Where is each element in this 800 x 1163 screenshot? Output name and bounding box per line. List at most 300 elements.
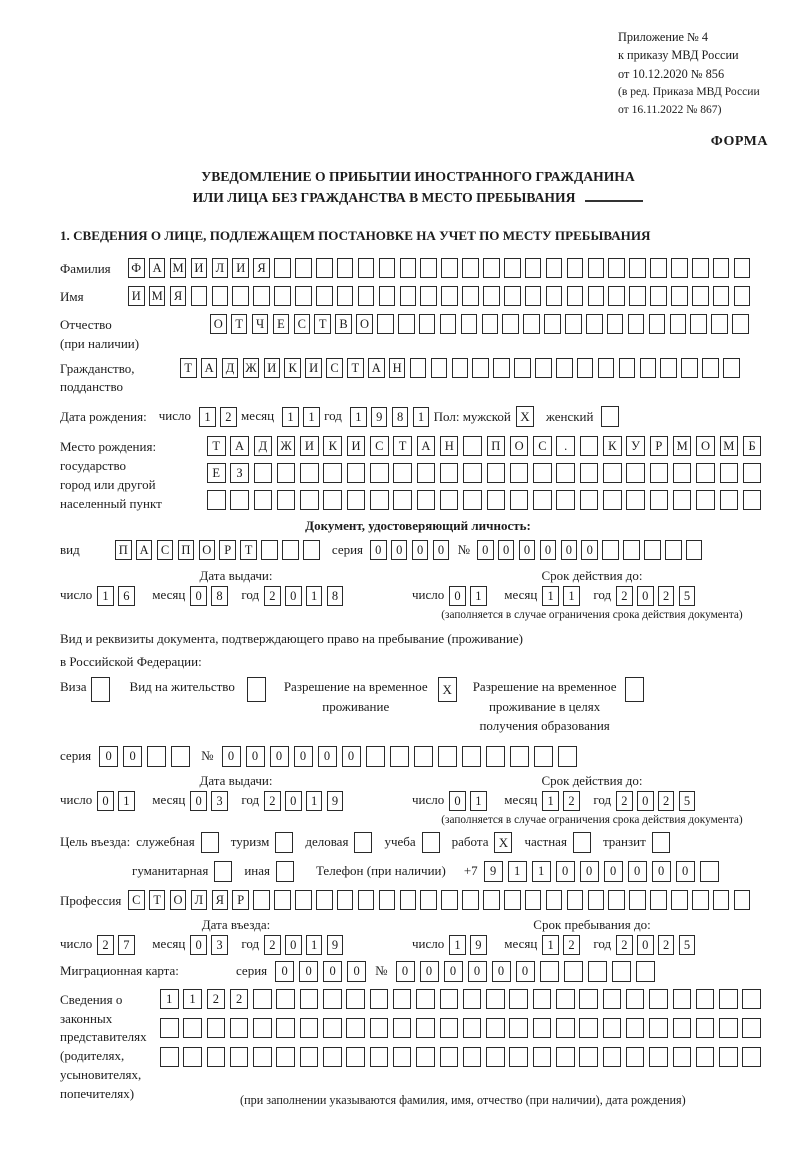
- char-cell[interactable]: [274, 890, 291, 910]
- char-cell[interactable]: [482, 314, 499, 334]
- char-cell[interactable]: Р: [219, 540, 236, 560]
- char-cell[interactable]: 1: [160, 989, 179, 1009]
- char-cell[interactable]: [440, 1047, 459, 1067]
- char-cell[interactable]: [649, 1047, 668, 1067]
- char-cell[interactable]: М: [170, 258, 187, 278]
- char-cell[interactable]: Т: [207, 436, 226, 456]
- char-cell[interactable]: 0: [519, 540, 536, 560]
- char-cell[interactable]: 2: [230, 989, 249, 1009]
- char-cell[interactable]: [588, 890, 605, 910]
- char-cell[interactable]: Р: [650, 436, 669, 456]
- char-cell[interactable]: 1: [306, 791, 323, 811]
- char-cell[interactable]: 0: [347, 961, 366, 982]
- char-cell[interactable]: 1: [303, 407, 320, 427]
- char-cell[interactable]: [636, 961, 655, 982]
- char-cell[interactable]: [579, 1047, 598, 1067]
- char-cell[interactable]: 0: [676, 861, 695, 882]
- char-cell[interactable]: [462, 746, 481, 767]
- char-cell[interactable]: И: [191, 258, 208, 278]
- char-cell[interactable]: [370, 1047, 389, 1067]
- char-cell[interactable]: Ж: [277, 436, 296, 456]
- char-cell[interactable]: [316, 286, 333, 306]
- char-cell[interactable]: [346, 1047, 365, 1067]
- char-cell[interactable]: [276, 1047, 295, 1067]
- char-cell[interactable]: [400, 258, 417, 278]
- char-cell[interactable]: [602, 540, 619, 560]
- char-cell[interactable]: [346, 1018, 365, 1038]
- purpose-humanitarian-checkbox[interactable]: [214, 861, 232, 882]
- char-cell[interactable]: 0: [318, 746, 337, 767]
- char-cell[interactable]: [462, 286, 479, 306]
- char-cell[interactable]: 8: [327, 586, 344, 606]
- char-cell[interactable]: 0: [581, 540, 598, 560]
- char-cell[interactable]: [337, 258, 354, 278]
- char-cell[interactable]: [533, 1018, 552, 1038]
- char-cell[interactable]: [230, 490, 249, 510]
- char-cell[interactable]: [253, 1047, 272, 1067]
- char-cell[interactable]: [230, 1018, 249, 1038]
- char-cell[interactable]: 0: [637, 586, 654, 606]
- char-cell[interactable]: 6: [118, 586, 135, 606]
- char-cell[interactable]: [608, 286, 625, 306]
- char-cell[interactable]: [556, 989, 575, 1009]
- char-cell[interactable]: [463, 490, 482, 510]
- char-cell[interactable]: [261, 540, 278, 560]
- char-cell[interactable]: [398, 314, 415, 334]
- char-cell[interactable]: А: [201, 358, 218, 378]
- char-cell[interactable]: [323, 463, 342, 483]
- char-cell[interactable]: С: [294, 314, 311, 334]
- char-cell[interactable]: [323, 490, 342, 510]
- char-cell[interactable]: [254, 463, 273, 483]
- char-cell[interactable]: [509, 1018, 528, 1038]
- char-cell[interactable]: 1: [282, 407, 299, 427]
- char-cell[interactable]: 0: [444, 961, 463, 982]
- char-cell[interactable]: Н: [440, 436, 459, 456]
- char-cell[interactable]: [650, 258, 667, 278]
- char-cell[interactable]: [323, 1018, 342, 1038]
- char-cell[interactable]: 9: [371, 407, 388, 427]
- char-cell[interactable]: [665, 540, 682, 560]
- char-cell[interactable]: [720, 490, 739, 510]
- char-cell[interactable]: [533, 989, 552, 1009]
- char-cell[interactable]: [486, 746, 505, 767]
- purpose-other-checkbox[interactable]: [276, 861, 294, 882]
- char-cell[interactable]: [692, 286, 709, 306]
- char-cell[interactable]: [462, 890, 479, 910]
- char-cell[interactable]: [732, 314, 749, 334]
- char-cell[interactable]: [420, 258, 437, 278]
- edu-residence-checkbox[interactable]: [625, 677, 644, 702]
- char-cell[interactable]: Е: [273, 314, 290, 334]
- char-cell[interactable]: [702, 358, 719, 378]
- char-cell[interactable]: 1: [542, 791, 559, 811]
- char-cell[interactable]: 0: [540, 540, 557, 560]
- char-cell[interactable]: [410, 358, 427, 378]
- char-cell[interactable]: [673, 490, 692, 510]
- char-cell[interactable]: 0: [433, 540, 450, 560]
- char-cell[interactable]: 0: [637, 791, 654, 811]
- char-cell[interactable]: [564, 961, 583, 982]
- char-cell[interactable]: [556, 1047, 575, 1067]
- char-cell[interactable]: [416, 1047, 435, 1067]
- char-cell[interactable]: 0: [97, 791, 114, 811]
- purpose-tourism-checkbox[interactable]: [275, 832, 293, 853]
- char-cell[interactable]: [734, 286, 751, 306]
- char-cell[interactable]: [556, 1018, 575, 1038]
- char-cell[interactable]: [337, 286, 354, 306]
- char-cell[interactable]: 1: [542, 935, 559, 955]
- char-cell[interactable]: [440, 490, 459, 510]
- char-cell[interactable]: [441, 258, 458, 278]
- char-cell[interactable]: 2: [563, 791, 580, 811]
- char-cell[interactable]: [673, 463, 692, 483]
- char-cell[interactable]: [567, 890, 584, 910]
- char-cell[interactable]: 2: [264, 935, 281, 955]
- char-cell[interactable]: 0: [449, 586, 466, 606]
- char-cell[interactable]: [419, 314, 436, 334]
- char-cell[interactable]: Я: [170, 286, 187, 306]
- char-cell[interactable]: [556, 358, 573, 378]
- char-cell[interactable]: [544, 314, 561, 334]
- char-cell[interactable]: [440, 463, 459, 483]
- char-cell[interactable]: Т: [231, 314, 248, 334]
- char-cell[interactable]: С: [370, 436, 389, 456]
- char-cell[interactable]: [440, 989, 459, 1009]
- char-cell[interactable]: [671, 258, 688, 278]
- char-cell[interactable]: 0: [285, 791, 302, 811]
- char-cell[interactable]: [483, 286, 500, 306]
- char-cell[interactable]: С: [326, 358, 343, 378]
- char-cell[interactable]: [525, 258, 542, 278]
- char-cell[interactable]: [393, 463, 412, 483]
- char-cell[interactable]: 2: [207, 989, 226, 1009]
- char-cell[interactable]: 2: [220, 407, 237, 427]
- char-cell[interactable]: 2: [616, 935, 633, 955]
- char-cell[interactable]: [671, 890, 688, 910]
- char-cell[interactable]: [509, 1047, 528, 1067]
- char-cell[interactable]: [742, 1018, 761, 1038]
- char-cell[interactable]: 0: [580, 861, 599, 882]
- char-cell[interactable]: И: [300, 436, 319, 456]
- char-cell[interactable]: [160, 1047, 179, 1067]
- char-cell[interactable]: [692, 258, 709, 278]
- char-cell[interactable]: 9: [327, 935, 344, 955]
- char-cell[interactable]: 0: [123, 746, 142, 767]
- char-cell[interactable]: [586, 314, 603, 334]
- char-cell[interactable]: К: [284, 358, 301, 378]
- char-cell[interactable]: [370, 989, 389, 1009]
- char-cell[interactable]: [608, 258, 625, 278]
- char-cell[interactable]: [700, 861, 719, 882]
- char-cell[interactable]: [713, 286, 730, 306]
- char-cell[interactable]: [431, 358, 448, 378]
- char-cell[interactable]: [347, 463, 366, 483]
- char-cell[interactable]: [580, 436, 599, 456]
- char-cell[interactable]: [441, 286, 458, 306]
- char-cell[interactable]: 0: [420, 961, 439, 982]
- char-cell[interactable]: [509, 989, 528, 1009]
- char-cell[interactable]: 1: [449, 935, 466, 955]
- char-cell[interactable]: [300, 989, 319, 1009]
- char-cell[interactable]: [577, 358, 594, 378]
- char-cell[interactable]: [504, 258, 521, 278]
- char-cell[interactable]: [253, 1018, 272, 1038]
- char-cell[interactable]: [619, 358, 636, 378]
- char-cell[interactable]: [347, 490, 366, 510]
- char-cell[interactable]: [650, 490, 669, 510]
- char-cell[interactable]: [253, 989, 272, 1009]
- char-cell[interactable]: [629, 258, 646, 278]
- char-cell[interactable]: 2: [658, 935, 675, 955]
- char-cell[interactable]: 0: [370, 540, 387, 560]
- char-cell[interactable]: Р: [232, 890, 249, 910]
- char-cell[interactable]: [546, 286, 563, 306]
- char-cell[interactable]: [525, 890, 542, 910]
- char-cell[interactable]: [463, 463, 482, 483]
- char-cell[interactable]: А: [368, 358, 385, 378]
- char-cell[interactable]: 8: [211, 586, 228, 606]
- char-cell[interactable]: А: [230, 436, 249, 456]
- char-cell[interactable]: 0: [556, 861, 575, 882]
- char-cell[interactable]: [366, 746, 385, 767]
- char-cell[interactable]: 0: [449, 791, 466, 811]
- char-cell[interactable]: 2: [264, 791, 281, 811]
- char-cell[interactable]: С: [157, 540, 174, 560]
- char-cell[interactable]: [565, 314, 582, 334]
- char-cell[interactable]: 1: [470, 586, 487, 606]
- char-cell[interactable]: [493, 358, 510, 378]
- char-cell[interactable]: [534, 746, 553, 767]
- char-cell[interactable]: [567, 286, 584, 306]
- char-cell[interactable]: [183, 1018, 202, 1038]
- char-cell[interactable]: [230, 1047, 249, 1067]
- char-cell[interactable]: [207, 1047, 226, 1067]
- char-cell[interactable]: [626, 463, 645, 483]
- char-cell[interactable]: [440, 314, 457, 334]
- char-cell[interactable]: О: [696, 436, 715, 456]
- char-cell[interactable]: Е: [207, 463, 226, 483]
- char-cell[interactable]: [337, 890, 354, 910]
- char-cell[interactable]: Н: [389, 358, 406, 378]
- char-cell[interactable]: 0: [246, 746, 265, 767]
- char-cell[interactable]: [393, 490, 412, 510]
- char-cell[interactable]: [416, 1018, 435, 1038]
- char-cell[interactable]: 2: [97, 935, 114, 955]
- char-cell[interactable]: 1: [199, 407, 216, 427]
- char-cell[interactable]: [461, 314, 478, 334]
- char-cell[interactable]: [346, 989, 365, 1009]
- char-cell[interactable]: [603, 1018, 622, 1038]
- char-cell[interactable]: [742, 1047, 761, 1067]
- char-cell[interactable]: Ф: [128, 258, 145, 278]
- char-cell[interactable]: [719, 989, 738, 1009]
- temp-residence-checkbox[interactable]: X: [438, 677, 457, 702]
- char-cell[interactable]: [671, 286, 688, 306]
- char-cell[interactable]: [390, 746, 409, 767]
- char-cell[interactable]: 0: [275, 961, 294, 982]
- char-cell[interactable]: [486, 989, 505, 1009]
- char-cell[interactable]: Д: [222, 358, 239, 378]
- char-cell[interactable]: [580, 463, 599, 483]
- purpose-study-checkbox[interactable]: [422, 832, 440, 853]
- char-cell[interactable]: 1: [413, 407, 430, 427]
- char-cell[interactable]: И: [305, 358, 322, 378]
- char-cell[interactable]: [626, 989, 645, 1009]
- char-cell[interactable]: В: [335, 314, 352, 334]
- char-cell[interactable]: [523, 314, 540, 334]
- char-cell[interactable]: [483, 890, 500, 910]
- char-cell[interactable]: Я: [253, 258, 270, 278]
- char-cell[interactable]: [486, 1047, 505, 1067]
- char-cell[interactable]: [535, 358, 552, 378]
- purpose-transit-checkbox[interactable]: [652, 832, 670, 853]
- char-cell[interactable]: 0: [285, 586, 302, 606]
- char-cell[interactable]: О: [356, 314, 373, 334]
- char-cell[interactable]: 0: [270, 746, 289, 767]
- char-cell[interactable]: [673, 1047, 692, 1067]
- char-cell[interactable]: [417, 490, 436, 510]
- char-cell[interactable]: [277, 463, 296, 483]
- char-cell[interactable]: [681, 358, 698, 378]
- char-cell[interactable]: Б: [743, 436, 762, 456]
- char-cell[interactable]: П: [487, 436, 506, 456]
- char-cell[interactable]: 3: [211, 791, 228, 811]
- sex-female-checkbox[interactable]: [601, 406, 619, 427]
- char-cell[interactable]: [358, 258, 375, 278]
- char-cell[interactable]: [649, 314, 666, 334]
- char-cell[interactable]: 0: [190, 791, 207, 811]
- char-cell[interactable]: [483, 258, 500, 278]
- purpose-business-checkbox[interactable]: [201, 832, 219, 853]
- char-cell[interactable]: [416, 989, 435, 1009]
- char-cell[interactable]: [370, 463, 389, 483]
- char-cell[interactable]: [377, 314, 394, 334]
- visa-checkbox[interactable]: [91, 677, 110, 702]
- char-cell[interactable]: [588, 286, 605, 306]
- char-cell[interactable]: И: [232, 258, 249, 278]
- char-cell[interactable]: [603, 989, 622, 1009]
- char-cell[interactable]: [546, 890, 563, 910]
- char-cell[interactable]: Л: [191, 890, 208, 910]
- char-cell[interactable]: [649, 1018, 668, 1038]
- char-cell[interactable]: 0: [477, 540, 494, 560]
- char-cell[interactable]: У: [626, 436, 645, 456]
- char-cell[interactable]: Т: [314, 314, 331, 334]
- char-cell[interactable]: [440, 1018, 459, 1038]
- char-cell[interactable]: [487, 490, 506, 510]
- char-cell[interactable]: [533, 490, 552, 510]
- char-cell[interactable]: 0: [604, 861, 623, 882]
- char-cell[interactable]: Л: [212, 258, 229, 278]
- char-cell[interactable]: [696, 989, 715, 1009]
- char-cell[interactable]: [686, 540, 703, 560]
- char-cell[interactable]: 0: [652, 861, 671, 882]
- char-cell[interactable]: [626, 1047, 645, 1067]
- char-cell[interactable]: [207, 1018, 226, 1038]
- char-cell[interactable]: Ж: [243, 358, 260, 378]
- char-cell[interactable]: [525, 286, 542, 306]
- char-cell[interactable]: 1: [563, 586, 580, 606]
- char-cell[interactable]: [463, 1018, 482, 1038]
- char-cell[interactable]: [649, 989, 668, 1009]
- char-cell[interactable]: [640, 358, 657, 378]
- purpose-work-checkbox[interactable]: X: [494, 832, 512, 853]
- char-cell[interactable]: 3: [211, 935, 228, 955]
- char-cell[interactable]: [603, 490, 622, 510]
- char-cell[interactable]: 7: [118, 935, 135, 955]
- char-cell[interactable]: [670, 314, 687, 334]
- char-cell[interactable]: 0: [468, 961, 487, 982]
- char-cell[interactable]: О: [170, 890, 187, 910]
- char-cell[interactable]: [556, 490, 575, 510]
- char-cell[interactable]: [300, 463, 319, 483]
- char-cell[interactable]: [183, 1047, 202, 1067]
- char-cell[interactable]: 1: [508, 861, 527, 882]
- char-cell[interactable]: 0: [222, 746, 241, 767]
- char-cell[interactable]: [711, 314, 728, 334]
- purpose-private-checkbox[interactable]: [573, 832, 591, 853]
- char-cell[interactable]: [734, 890, 751, 910]
- char-cell[interactable]: Д: [254, 436, 273, 456]
- char-cell[interactable]: [486, 1018, 505, 1038]
- char-cell[interactable]: Т: [240, 540, 257, 560]
- char-cell[interactable]: 2: [616, 791, 633, 811]
- char-cell[interactable]: 0: [190, 935, 207, 955]
- char-cell[interactable]: [673, 989, 692, 1009]
- char-cell[interactable]: [276, 989, 295, 1009]
- char-cell[interactable]: 1: [470, 791, 487, 811]
- char-cell[interactable]: 1: [532, 861, 551, 882]
- char-cell[interactable]: [393, 1018, 412, 1038]
- char-cell[interactable]: [232, 286, 249, 306]
- char-cell[interactable]: [295, 258, 312, 278]
- char-cell[interactable]: О: [510, 436, 529, 456]
- char-cell[interactable]: 1: [542, 586, 559, 606]
- char-cell[interactable]: [191, 286, 208, 306]
- char-cell[interactable]: [207, 490, 226, 510]
- char-cell[interactable]: О: [199, 540, 216, 560]
- char-cell[interactable]: М: [720, 436, 739, 456]
- char-cell[interactable]: [254, 490, 273, 510]
- char-cell[interactable]: [623, 540, 640, 560]
- char-cell[interactable]: [276, 1018, 295, 1038]
- char-cell[interactable]: 1: [183, 989, 202, 1009]
- char-cell[interactable]: [673, 1018, 692, 1038]
- char-cell[interactable]: [514, 358, 531, 378]
- char-cell[interactable]: 0: [99, 746, 118, 767]
- char-cell[interactable]: [696, 490, 715, 510]
- char-cell[interactable]: [171, 746, 190, 767]
- char-cell[interactable]: 1: [118, 791, 135, 811]
- char-cell[interactable]: [579, 989, 598, 1009]
- char-cell[interactable]: [463, 436, 482, 456]
- char-cell[interactable]: Т: [393, 436, 412, 456]
- char-cell[interactable]: [533, 1047, 552, 1067]
- char-cell[interactable]: [393, 989, 412, 1009]
- purpose-commercial-checkbox[interactable]: [354, 832, 372, 853]
- char-cell[interactable]: [607, 314, 624, 334]
- char-cell[interactable]: [147, 746, 166, 767]
- char-cell[interactable]: П: [115, 540, 132, 560]
- char-cell[interactable]: [556, 463, 575, 483]
- char-cell[interactable]: [316, 258, 333, 278]
- char-cell[interactable]: [420, 890, 437, 910]
- char-cell[interactable]: [400, 890, 417, 910]
- char-cell[interactable]: [295, 286, 312, 306]
- char-cell[interactable]: М: [673, 436, 692, 456]
- char-cell[interactable]: [723, 358, 740, 378]
